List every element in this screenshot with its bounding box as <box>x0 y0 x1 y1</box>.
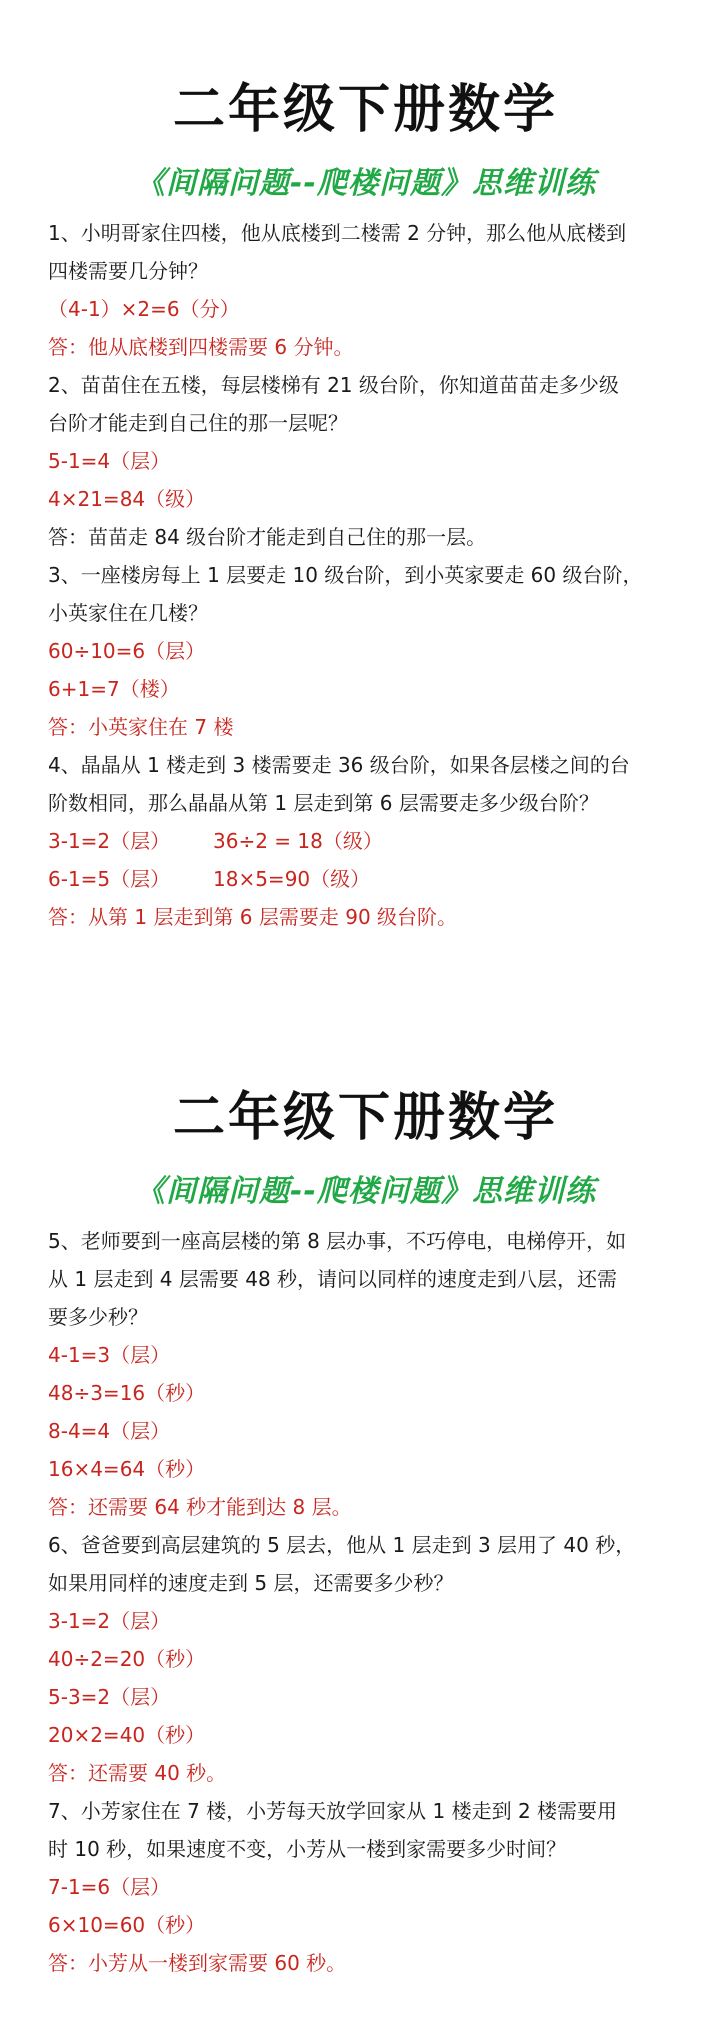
question-line: 从 1 层走到 4 层需要 48 秒，请问以同样的速度走到八层，还需 <box>48 1267 618 1291</box>
question-line: 四楼需要几分钟？ <box>48 259 208 283</box>
question-line: 如果用同样的速度走到 5 层，还需要多少秒？ <box>48 1571 454 1595</box>
solution-step-pair <box>48 860 683 898</box>
answer-line: 答：从第 1 层走到第 6 层需要走 90 级台阶。 <box>48 905 458 929</box>
solution-step: 4-1=3（层） <box>48 1343 171 1367</box>
solution-step: 20×2=40（秒） <box>48 1723 206 1747</box>
solution-step: 36÷2 = 18（级） <box>213 829 383 853</box>
answer-line: 答：苗苗走 84 级台阶才能走到自己住的那一层。 <box>48 525 487 549</box>
section-2 <box>48 936 683 1982</box>
solution-step-pair <box>48 822 683 860</box>
question-line: 台阶才能走到自己住的那一层呢？ <box>48 411 348 435</box>
page-subtitle: 《间隔问题--爬楼问题》思维训练 <box>135 1174 596 1209</box>
solution-step: 4×21=84（级） <box>48 487 206 511</box>
question-line: 时 10 秒，如果速度不变，小芳从一楼到家需要多少时间？ <box>48 1837 567 1861</box>
question-line: 要多少秒？ <box>48 1305 148 1329</box>
solution-step: 40÷2=20（秒） <box>48 1647 206 1671</box>
question-line: 1、小明哥家住四楼，他从底楼到二楼需 2 分钟，那么他从底楼到 <box>48 221 627 245</box>
problem-5 <box>48 1222 683 1526</box>
page-title: 二年级下册数学 <box>172 80 558 140</box>
page-subtitle: 《间隔问题--爬楼问题》思维训练 <box>135 166 596 201</box>
answer-line: 答：小英家住在 7 楼 <box>48 715 234 739</box>
solution-step: （4-1）×2=6（分） <box>48 297 240 321</box>
solution-step: 6-1=5（层） <box>48 867 171 891</box>
solution-step: 6×10=60（秒） <box>48 1913 206 1937</box>
solution-step: 6+1=7（楼） <box>48 677 180 701</box>
section-1 <box>48 0 683 936</box>
question-line: 小英家住在几楼？ <box>48 601 208 625</box>
solution-step: 8-4=4（层） <box>48 1419 171 1443</box>
problem-7 <box>48 1792 683 1982</box>
answer-line: 答：还需要 40 秒。 <box>48 1761 227 1785</box>
answer-line: 答：他从底楼到四楼需要 6 分钟。 <box>48 335 354 359</box>
solution-step: 48÷3=16（秒） <box>48 1381 206 1405</box>
problem-6 <box>48 1526 683 1792</box>
problem-3 <box>48 556 683 746</box>
question-line: 4、晶晶从 1 楼走到 3 楼需要走 36 级台阶，如果各层楼之间的台 <box>48 753 630 777</box>
solution-step: 7-1=6（层） <box>48 1875 171 1899</box>
answer-line: 答：还需要 64 秒才能到达 8 层。 <box>48 1495 352 1519</box>
question-line: 6、爸爸要到高层建筑的 5 层去，他从 1 层走到 3 层用了 40 秒， <box>48 1533 636 1557</box>
question-line: 7、小芳家住在 7 楼，小芳每天放学回家从 1 楼走到 2 楼需要用 <box>48 1799 618 1823</box>
solution-step: 60÷10=6（层） <box>48 639 206 663</box>
solution-step: 5-1=4（层） <box>48 449 171 473</box>
solution-step: 16×4=64（秒） <box>48 1457 206 1481</box>
solution-step: 5-3=2（层） <box>48 1685 171 1709</box>
answer-line: 答：小芳从一楼到家需要 60 秒。 <box>48 1951 347 1975</box>
solution-step: 18×5=90（级） <box>213 867 371 891</box>
solution-step: 3-1=2（层） <box>48 829 171 853</box>
question-line: 5、老师要到一座高层楼的第 8 层办事，不巧停电，电梯停开，如 <box>48 1229 627 1253</box>
problem-2 <box>48 366 683 556</box>
page-title: 二年级下册数学 <box>172 1088 558 1148</box>
question-line: 阶数相同，那么晶晶从第 1 层走到第 6 层需要走多少级台阶？ <box>48 791 599 815</box>
problem-1 <box>48 214 683 366</box>
question-line: 2、苗苗住在五楼，每层楼梯有 21 级台阶，你知道苗苗走多少级 <box>48 373 619 397</box>
problem-4 <box>48 746 683 936</box>
question-line: 3、一座楼房每上 1 层要走 10 级台阶，到小英家要走 60 级台阶， <box>48 563 643 587</box>
solution-step: 3-1=2（层） <box>48 1609 171 1633</box>
